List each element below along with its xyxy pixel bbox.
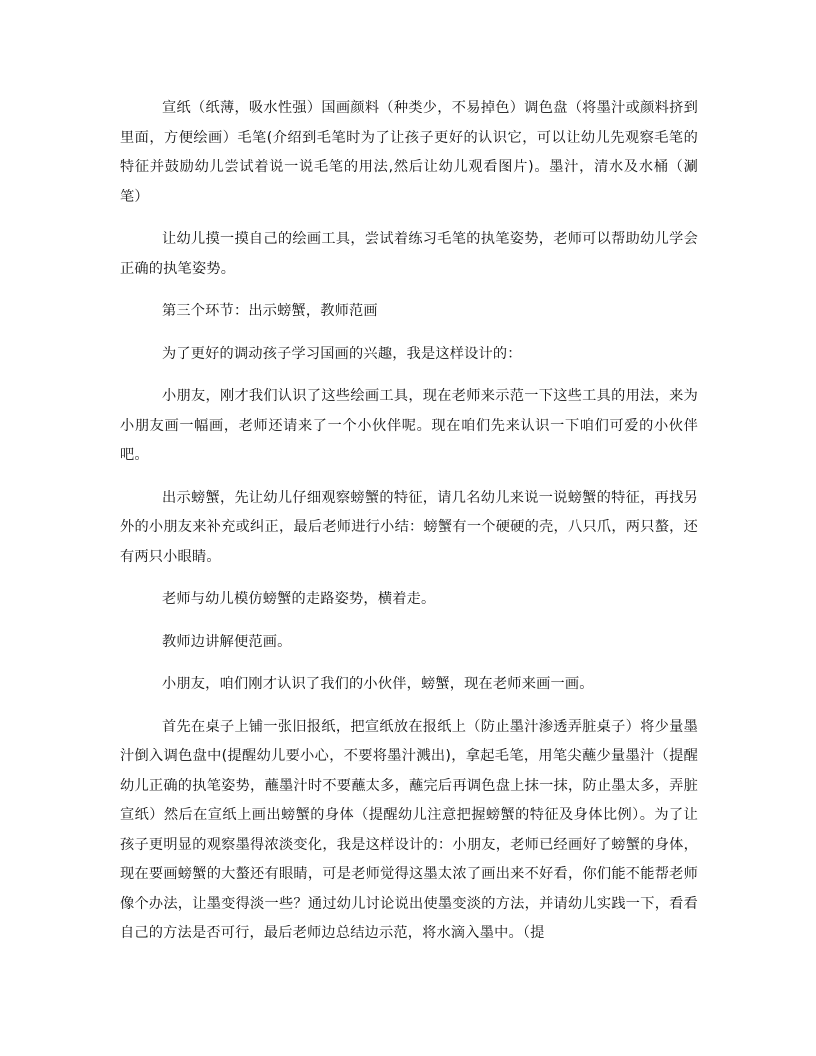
section-heading-third-step: 第三个环节：出示螃蟹，教师范画 xyxy=(162,303,378,319)
paragraph-design-intro: 为了更好的调动孩子学习国画的兴趣，我是这样设计的： xyxy=(162,345,522,362)
paragraph-show-crab: 出示螃蟹，先让幼儿仔细观察螃蟹的特征，请几名幼儿来说一说螃蟹的特征，再找另外的小朋友来补充或纠正，最后老师进行小结：螃蟹有一个硬硬的壳，八只爪，两只螯，还有两只小眼睛。 xyxy=(120,489,698,565)
document-body xyxy=(120,94,698,962)
paragraph-drawing-steps: 首先在桌子上铺一张旧报纸，把宣纸放在报纸上（防止墨汁渗透弄脏桌子）将少量墨汁倒入调色盘中(提醒幼儿要小心，不要将墨汁溅出)，拿起毛笔，用笔尖蘸少量墨汁（提醒幼儿正确的执笔姿势，蘸墨汁时不要蘸太多，蘸完后再调色盘上抹一抹，防止墨太多，弄脏宣纸）然后在宣纸上画出螃蟹的身体（提醒幼儿注意把握螃蟹的特征及身体比例）。为了让孩子更明显的观察墨得浓淡变化，我是这样设计的：小朋友，老师已经画好了螃蟹的身体，现在要画螃蟹的大螯还有眼睛，可是老师觉得这墨太浓了画出来不好看，你们能不能帮老师像个办法，让墨变得淡一些？通过幼儿讨论说出使墨变淡的方法，并请幼儿实践一下，看看自己的方法是否可行，最后老师边总结边示范，将水滴入墨中。（提 xyxy=(120,718,698,941)
paragraph-crab-walk: 老师与幼儿模仿螃蟹的走路姿势，横着走。 xyxy=(162,591,436,607)
paragraph-teacher-speech-1: 小朋友，刚才我们认识了这些绘画工具，现在老师来示范一下这些工具的用法，来为小朋友画一幅画，老师还请来了一个小伙伴呢。现在咱们先来认识一下咱们可爱的小伙伴吧。 xyxy=(120,388,698,463)
paragraph-demo-drawing: 教师边讲解便范画。 xyxy=(162,633,292,650)
paragraph-teacher-speech-2: 小朋友，咱们刚才认识了我们的小伙伴，螃蟹，现在老师来画一画。 xyxy=(162,676,594,692)
paragraph-brush-grip: 让幼儿摸一摸自己的绘画工具，尝试着练习毛笔的执笔姿势，老师可以帮助幼儿学会正确的执笔姿势。 xyxy=(120,231,698,277)
paragraph-materials: 宣纸（纸薄，吸水性强）国画颜料（种类少，不易掉色）调色盘（将墨汁或颜料挤到里面，方便绘画）毛笔(介绍到毛笔时为了让孩子更好的认识它，可以让幼儿先观察毛笔的特征并鼓励幼儿尝试着说一说毛笔的用法,然后让幼儿观看图片)。墨汁，清水及水桶（涮笔） xyxy=(120,100,698,205)
